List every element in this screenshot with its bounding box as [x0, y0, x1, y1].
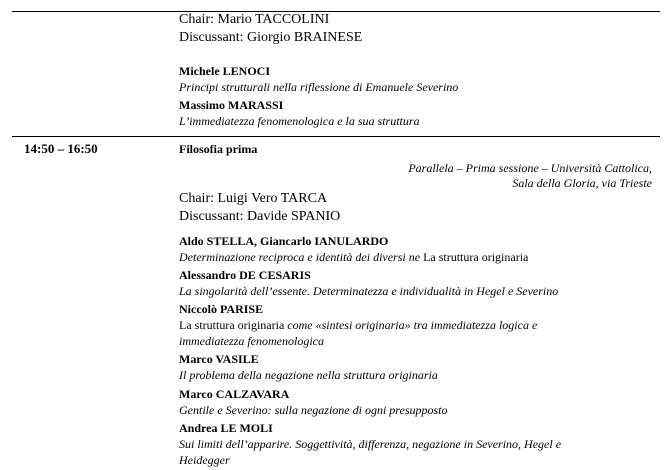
- talk-title: Sui limiti dell’apparire. Soggettività, differenza, negazione in Severino, Hegel e: [179, 437, 562, 451]
- talk-title: Il problema della negazione nella struttura originaria: [179, 368, 438, 382]
- talk-title: Gentile e Severino: sulla negazione di ogni presupposto: [179, 403, 448, 417]
- talk-title-continued: Heidegger: [179, 453, 230, 467]
- session2-discussant: Discussant: Davide SPANIO: [179, 209, 341, 224]
- top-rule: [12, 11, 660, 12]
- talk-title: Principi strutturali nella riflessione di Emanuele Severino: [179, 80, 459, 94]
- talk-author: Marco VASILE: [179, 352, 259, 366]
- talk-author: Massimo MARASSI: [179, 98, 284, 112]
- session2-chair: Chair: Luigi Vero TARCA: [179, 191, 328, 206]
- talk-author: Andrea LE MOLI: [179, 421, 273, 435]
- session-location: Parallela – Prima sessione – Università Cattolica,: [408, 161, 652, 175]
- session-location-venue: Sala della Gloria, via Trieste: [512, 176, 652, 190]
- talk-author: Marco CALZAVARA: [179, 387, 290, 401]
- talk-title: Determinazione reciproca e identità dei diversi ne La struttura originaria: [179, 250, 529, 264]
- session-title: Filosofia prima: [179, 142, 258, 156]
- session1-chair: Chair: Mario TACCOLINI: [179, 12, 330, 27]
- session-time: 14:50 – 16:50: [24, 141, 98, 156]
- talk-title-continued: immediatezza fenomenologica: [179, 334, 324, 348]
- talk-author: Niccolò PARISE: [179, 302, 264, 316]
- talk-title: La struttura originaria come «sintesi originaria» tra immediatezza logica e: [179, 318, 538, 332]
- talk-author: Michele LENOCI: [179, 64, 270, 78]
- talk-author: Aldo STELLA, Giancarlo IANULARDO: [179, 234, 389, 248]
- session1-discussant: Discussant: Giorgio BRAINESE: [179, 30, 363, 45]
- talk-title: L’immediatezza fenomenologica e la sua struttura: [179, 114, 420, 128]
- session-divider: [12, 136, 660, 137]
- talk-author: Alessandro DE CESARIS: [179, 268, 311, 282]
- talk-title: La singolarità dell’essente. Determinatezza e individualità in Hegel e Severino: [179, 284, 559, 298]
